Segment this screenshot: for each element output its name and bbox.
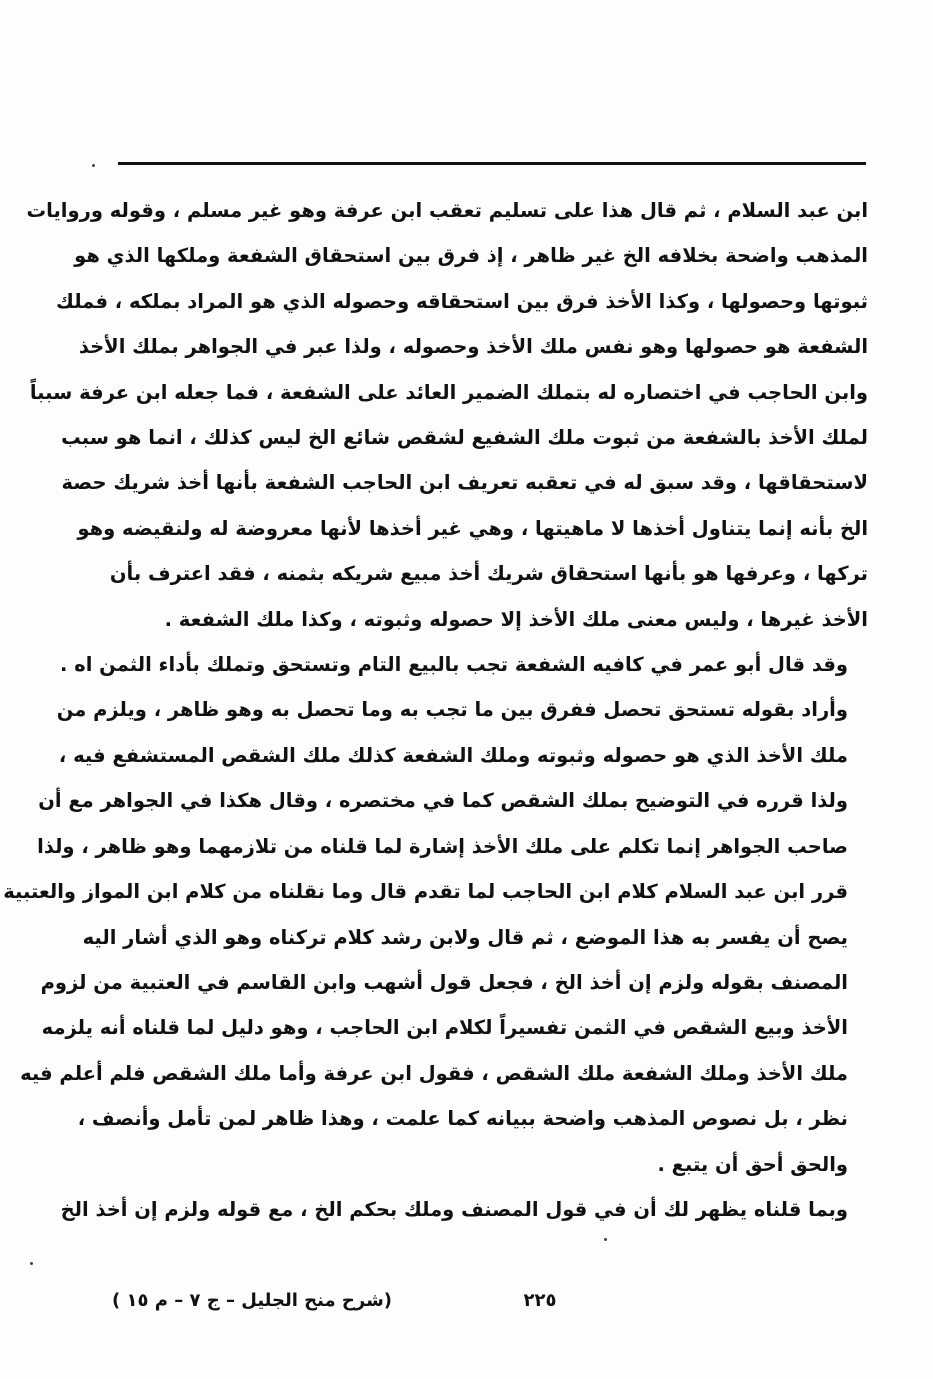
body-text — [3, 188, 868, 1232]
text-line: الخ بأنه إنما يتناول أخذها لا ماهيتها ، وهي غير أخذها لأنها معروضة له ولنقيضه وهو — [77, 516, 868, 540]
text-line: ابن عبد السلام ، ثم قال هذا على تسليم تعقب ابن عرفة وهو غير مسلم ، وقوله وروايات — [26, 199, 868, 222]
text-line: الأخذ غيرها ، وليس معنى ملك الأخذ إلا حصوله وثبوته ، وكذا ملك الشفعة . — [164, 607, 868, 631]
text-line: الأخذ وبيع الشقص في الثمن تفسيراً لكلام ابن الحاجب ، وهو دليل لما قلناه أنه يلزمه — [41, 1016, 848, 1040]
page-number: ٢٢٥ — [523, 1290, 557, 1311]
text-line: وبما قلناه يظهر لك أن في قول المصنف وملك بحكم الخ ، مع قوله ولزم إن أخذ الخ — [60, 1197, 848, 1221]
source-reference: (شرح منح الجليل – ج ٧ – م ١٥ ) — [112, 1290, 393, 1311]
scan-speck — [604, 1238, 607, 1241]
text-line: المصنف بقوله ولزم إن أخذ الخ ، فجعل قول أشهب وابن القاسم في العتبية من لزوم — [40, 970, 848, 994]
text-line: ملك الأخذ الذي هو حصوله وثبوته وملك الشفعة كذلك ملك الشقص المستشفع فيه ، — [58, 743, 848, 767]
text-line: يصح أن يفسر به هذا الموضع ، ثم قال ولابن رشد كلام تركناه وهو الذي أشار اليه — [82, 925, 848, 949]
text-line: الشفعة هو حصولها وهو نفس ملك الأخذ وحصوله ، ولذا عبر في الجواهر بملك الأخذ — [78, 335, 868, 359]
text-line: تركها ، وعرفها هو بأنها استحقاق شريك أخذ مبيع شريكه بثمنه ، فقد اعترف بأن — [109, 562, 868, 586]
text-line: لاستحقاقها ، وقد سبق له في تعقبه تعريف ابن الحاجب الشفعة بأنها أخذ شريك حصة — [61, 471, 868, 495]
text-line: ملك الأخذ وملك الشفعة ملك الشقص ، فقول ابن عرفة وأما ملك الشقص فلم أعلم فيه — [20, 1061, 848, 1085]
text-line: المذهب واضحة بخلافه الخ غير ظاهر ، إذ فرق بين استحقاق الشفعة وملكها الذي هو — [74, 244, 868, 268]
paragraph-2 — [3, 642, 868, 1187]
text-line: والحق أحق أن يتبع . — [657, 1152, 848, 1176]
text-line: ثبوتها وحصولها ، وكذا الأخذ فرق بين استحقاقه وحصوله الذي هو المراد بملكه ، فملك — [56, 289, 868, 313]
text-line: ولذا قرره في التوضيح بملك الشقص كما في مختصره ، وقال هكذا في الجواهر مع أن — [38, 789, 848, 813]
text-line: وأراد بقوله تستحق تحصل ففرق بين ما تجب به وما تحصل به وهو ظاهر ، ويلزم من — [56, 698, 848, 722]
text-line: وقد قال أبو عمر في كافيه الشفعة تجب بالبيع التام وتستحق وتملك بأداء الثمن اه . — [60, 653, 848, 677]
paragraph-3 — [60, 1187, 868, 1232]
paragraph-1 — [26, 188, 868, 642]
page-footer — [100, 1290, 880, 1320]
header-rule — [118, 162, 866, 165]
text-line: لملك الأخذ بالشفعة من ثبوت ملك الشفيع لشقص شائع الخ ليس كذلك ، انما هو سبب — [61, 426, 868, 450]
text-line: قرر ابن عبد السلام كلام ابن الحاجب لما تقدم قال وما نقلناه من كلام ابن المواز والعتبية — [3, 880, 848, 904]
scan-speck — [30, 1262, 33, 1265]
text-line: وابن الحاجب في اختصاره له بتملك الضمير العائد على الشفعة ، فما جعله ابن عرفة سبباً — [29, 380, 868, 404]
text-line: نظر ، بل نصوص المذهب واضحة ببيانه كما علمت ، وهذا ظاهر لمن تأمل وأنصف ، — [77, 1107, 848, 1131]
scan-speck — [92, 164, 95, 167]
text-line: صاحب الجواهر إنما تكلم على ملك الأخذ إشارة لما قلناه من تلازمهما وهو ظاهر ، ولذا — [37, 834, 848, 858]
